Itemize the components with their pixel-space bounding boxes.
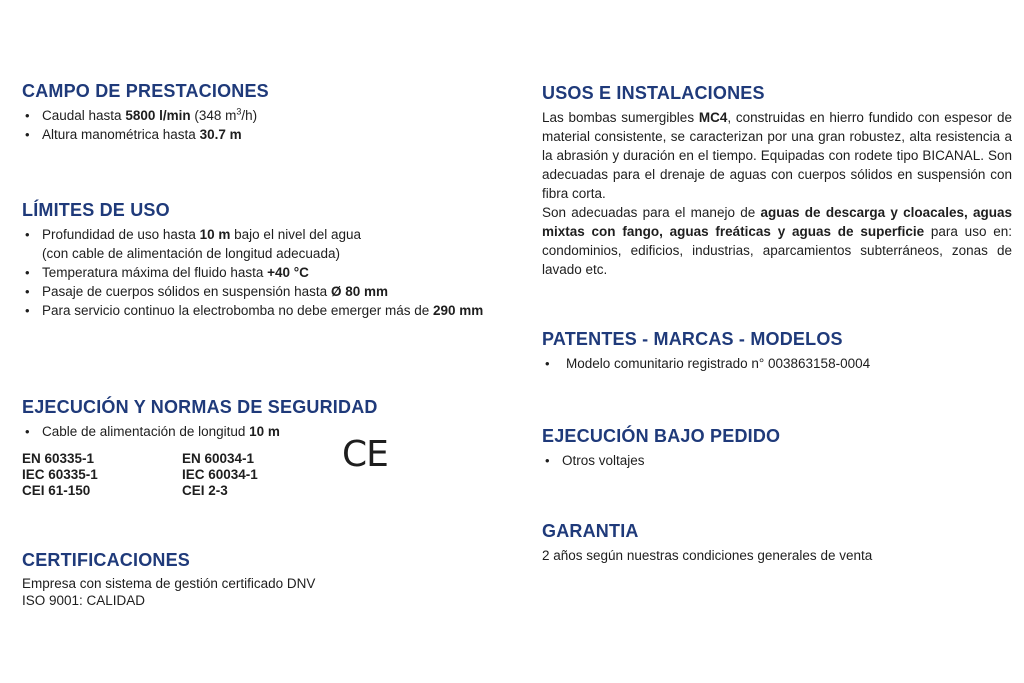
usos-paragraph-1: Las bombas sumergibles MC4, construidas en hierro fundido con espesor de material consistente, se caracterizan por una gran robustez, alta resistencia a la abrasión y duración en el tiempo. Equipadas con rodete tipo BICANAL. Son adecuadas para el drenaje de aguas con cuerpos sólidos en suspensión con fibra corta. [542,110,1012,201]
ejecucion-section [22,396,502,499]
standard-item: CEI 2-3 [182,483,228,498]
patentes-section [542,328,1012,373]
limites-section [22,199,502,320]
ce-mark-icon: CE [342,434,388,475]
pedido-section [542,425,1012,470]
usos-paragraph-2: Son adecuadas para el manejo de aguas de descarga y cloacales, aguas mixtas con fango, aguas freáticas y aguas de superficie para uso en: condominios, edificios, industrias, aparcamientos subterráneos, zonas de lavado etc. [542,205,1012,277]
patentes-title: PATENTES - MARCAS - MODELOS [542,329,843,349]
standards-col-b [182,451,342,499]
standards-col-a [22,451,182,499]
cable-item: • Cable de alimentación de longitud 10 m [25,424,280,439]
cert-section [22,549,502,609]
caudal-item: • Caudal hasta 5800 l/min (348 $m^3/h$) [25,106,258,123]
cert-line2: ISO 9001: CALIDAD [22,593,146,608]
campo-section [22,80,502,144]
limites-title: LÍMITES DE USO [22,200,170,220]
garantia-text: 2 años según nuestras condiciones generales de venta [542,548,873,563]
pedido-title: EJECUCIÓN BAJO PEDIDO [542,426,781,446]
servicio-item: • Para servicio continuo la electrobomba no debe emerger más de 290 mm [25,303,484,318]
standard-item: EN 60034-1 [182,451,255,466]
profundidad-item: • Profundidad de uso hasta 10 m bajo el nivel del agua (con cable de alimentación de longitud adecuada) [25,227,362,261]
pasaje-item: • Pasaje de cuerpos sólidos en suspensión hasta Ø 80 mm [25,284,388,299]
cert-title: CERTIFICACIONES [22,550,191,570]
altura-item: • Altura manométrica hasta 30.7 m [25,127,242,142]
campo-title: CAMPO DE PRESTACIONES [22,81,269,101]
standard-item: IEC 60034-1 [182,467,258,482]
garantia-section [542,520,1012,565]
usos-section [542,82,1012,279]
usos-title: USOS E INSTALACIONES [542,83,765,103]
standard-item: CEI 61-150 [22,483,91,498]
cert-line1: Empresa con sistema de gestión certificado DNV [22,576,316,591]
ejecucion-title: EJECUCIÓN Y NORMAS DE SEGURIDAD [22,397,378,417]
pedido-item: • Otros voltajes [545,453,645,468]
standards-grid [22,434,502,499]
patentes-item: • Modelo comunitario registrado n° 003863158-0004 [545,356,871,371]
temperatura-item: • Temperatura máxima del fluido hasta +40 °C [25,265,309,280]
standard-item: EN 60335-1 [22,451,95,466]
standard-item: IEC 60335-1 [22,467,98,482]
garantia-title: GARANTIA [542,521,639,541]
